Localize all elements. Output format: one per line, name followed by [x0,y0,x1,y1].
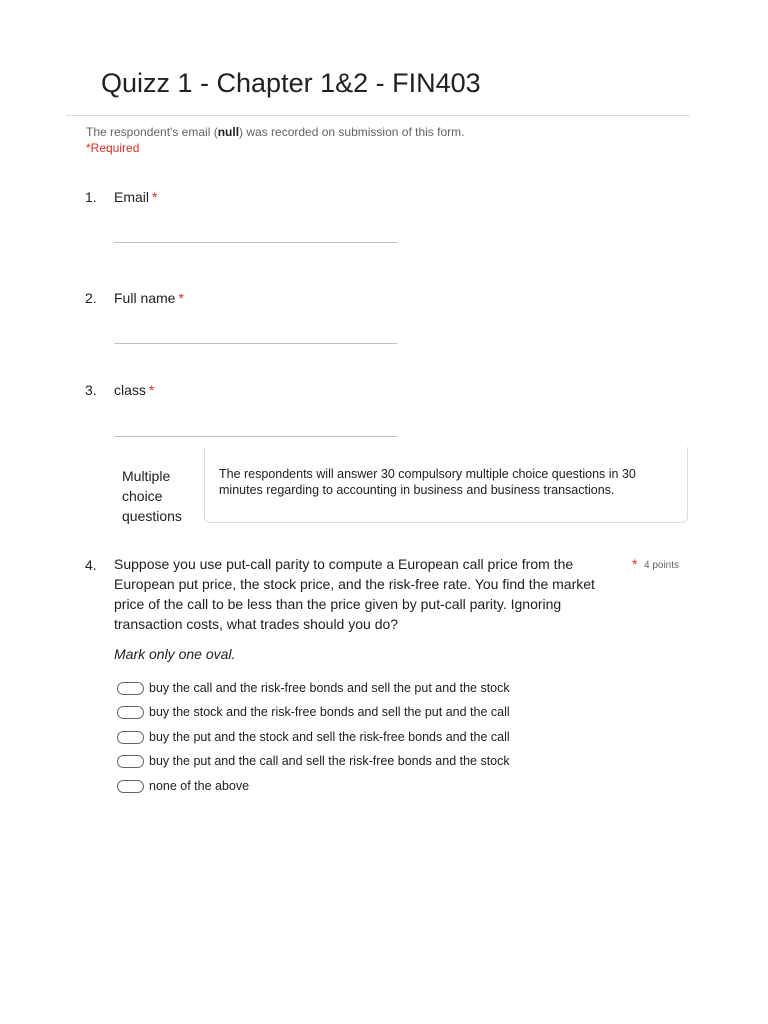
question-text: Suppose you use put-call parity to compute a European call price from the European put price, the stock price, and the risk-free rate. You find the market price of the call to be less than the price given by put-call parity. Ignoring transaction costs, what trades should you do? [114,556,595,632]
points-label: 4 points [644,560,680,571]
question-number: 3. [85,382,97,398]
title-divider [66,115,690,116]
option-row[interactable] [117,753,510,769]
question-label-text: Full name [114,290,176,306]
question-label-text: class [114,382,146,398]
section-description: The respondents will answer 30 compulsory multiple choice questions in 30 minutes regarding to accounting in business and business transactions. [219,467,636,497]
question-number: 4. [85,557,97,573]
notice-suffix: ) was recorded on submission of this form. [239,125,465,139]
option-row[interactable] [117,680,510,696]
notice-bold: null [217,125,240,139]
option-label: buy the stock and the risk-free bonds and sell the put and the call [149,705,510,719]
oval-radio[interactable] [117,682,144,695]
oval-radio[interactable] [117,780,144,793]
email-answer-line[interactable] [114,242,397,243]
option-row[interactable] [117,704,510,720]
required-star: * [632,556,638,572]
notice-prefix: The respondent's email ( [86,125,218,139]
required-note: *Required [86,141,140,155]
oval-radio[interactable] [117,755,144,768]
option-row[interactable] [117,729,510,745]
required-star: * [178,290,184,306]
required-star: * [152,189,158,205]
question-label-class [114,382,154,398]
class-answer-line[interactable] [114,436,397,437]
required-star: * [148,382,155,398]
option-row[interactable] [117,778,249,794]
question-label-email [114,189,157,205]
option-label: none of the above [149,779,250,793]
section-title: Multiple choice questions [122,468,182,524]
oval-radio[interactable] [117,731,144,744]
question-number: 1. [85,189,97,205]
form-title: Quizz 1 - Chapter 1&2 - FIN403 [101,68,481,98]
question-label-full-name [114,290,184,306]
option-label: buy the put and the stock and sell the risk-free bonds and the call [149,730,510,744]
full-name-answer-line[interactable] [114,343,397,344]
option-label: buy the put and the call and sell the risk-free bonds and the stock [149,754,510,768]
answer-instruction: Mark only one oval. [114,646,236,662]
email-notice [86,125,464,139]
oval-radio[interactable] [117,706,144,719]
question-label-text: Email [114,189,150,205]
question-number: 2. [85,290,97,306]
option-label: buy the call and the risk-free bonds and sell the put and the stock [149,681,510,695]
